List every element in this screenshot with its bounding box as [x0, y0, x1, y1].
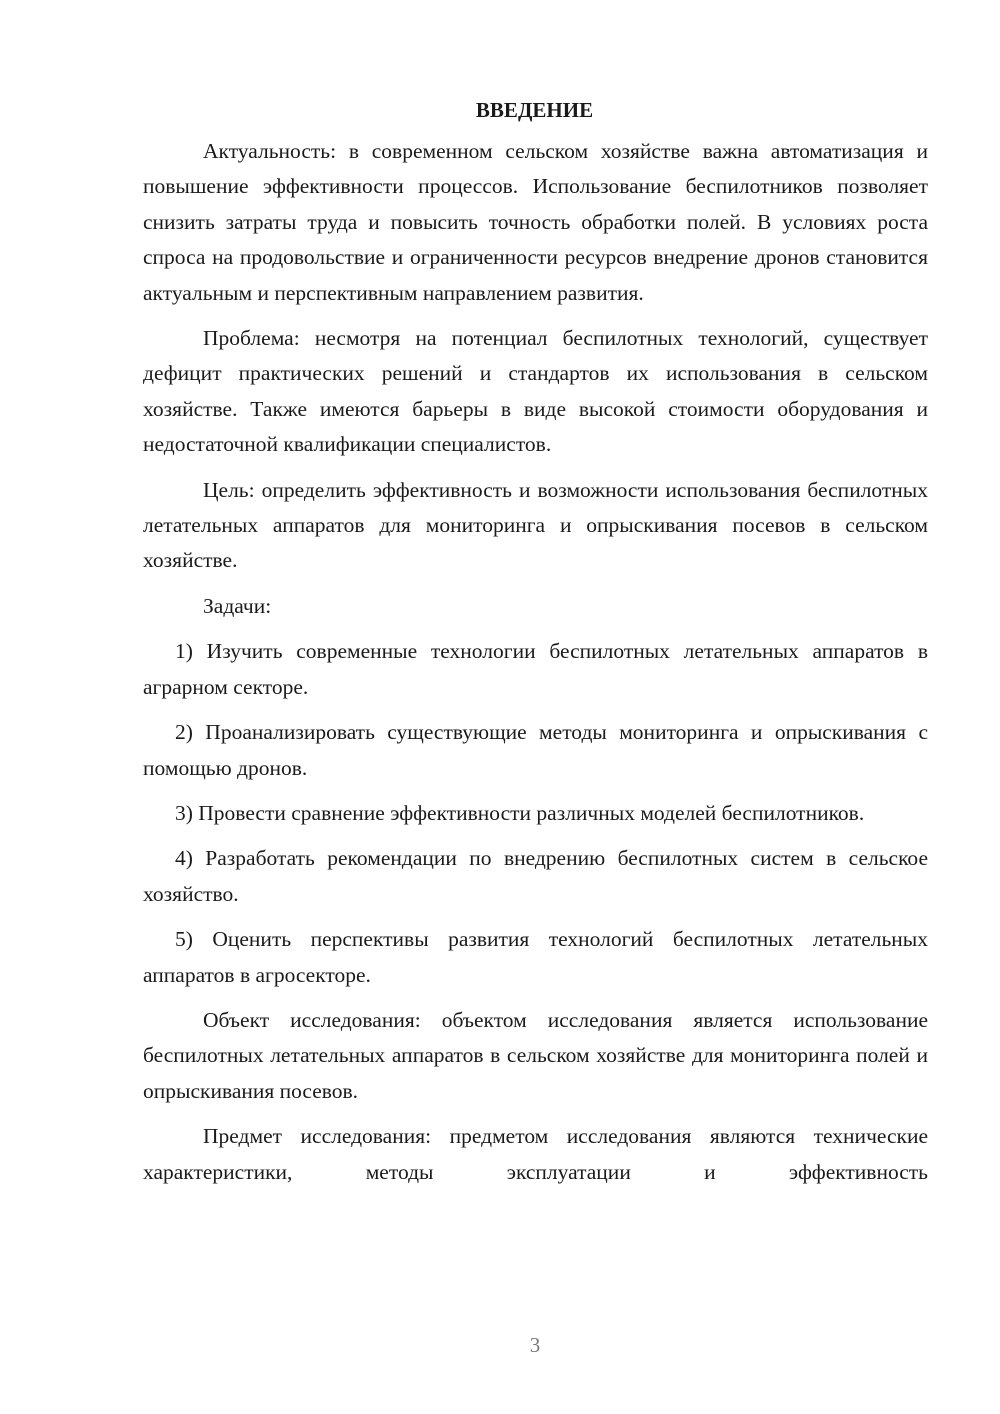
section-heading: ВВЕДЕНИЕ [475, 98, 594, 122]
document-page [143, 93, 928, 1200]
paragraph-object: Объект исследования: объектом исследования является использование беспилотных летательных аппаратов в сельском хозяйстве для мониторинга полей и опрыскивания посевов. [143, 1007, 928, 1103]
task-item-3: 3) Провести сравнение эффективности различных моделей беспилотников. [175, 800, 865, 825]
paragraph-subject: Предмет исследования: предметом исследования являются технические характеристики, методы эксплуатации и эффективность [143, 1124, 928, 1184]
paragraph-problem: Проблема: несмотря на потенциал беспилотных технологий, существует дефицит практических решений и стандартов их использования в сельском хозяйстве. Также имеются барьеры в виде высокой стоимости оборудования и недостаточной квалификации специалистов. [143, 326, 928, 457]
task-item-5: 5) Оценить перспективы развития технологий беспилотных летательных аппаратов в агросекторе. [143, 927, 928, 987]
task-item-2: 2) Проанализировать существующие методы мониторинга и опрыскивания с помощью дронов. [143, 720, 928, 780]
page-number: 3 [529, 1333, 541, 1357]
paragraph-relevance: Актуальность: в современном сельском хозяйстве важна автоматизация и повышение эффективности процессов. Использование беспилотников позволяет снизить затраты труда и повысить точность обработки полей. В условиях роста спроса на продовольствие и ограниченности ресурсов внедрение дронов становится актуальным и перспективным направлением развития. [143, 139, 928, 305]
paragraph-tasks-label: Задачи: [203, 593, 272, 618]
paragraph-goal: Цель: определить эффективность и возможности использования беспилотных летательных аппаратов для мониторинга и опрыскивания посевов в сельском хозяйстве. [143, 477, 928, 573]
task-item-4: 4) Разработать рекомендации по внедрению беспилотных систем в сельское хозяйство. [143, 846, 928, 906]
task-item-1: 1) Изучить современные технологии беспилотных летательных аппаратов в аграрном секторе. [143, 639, 928, 699]
